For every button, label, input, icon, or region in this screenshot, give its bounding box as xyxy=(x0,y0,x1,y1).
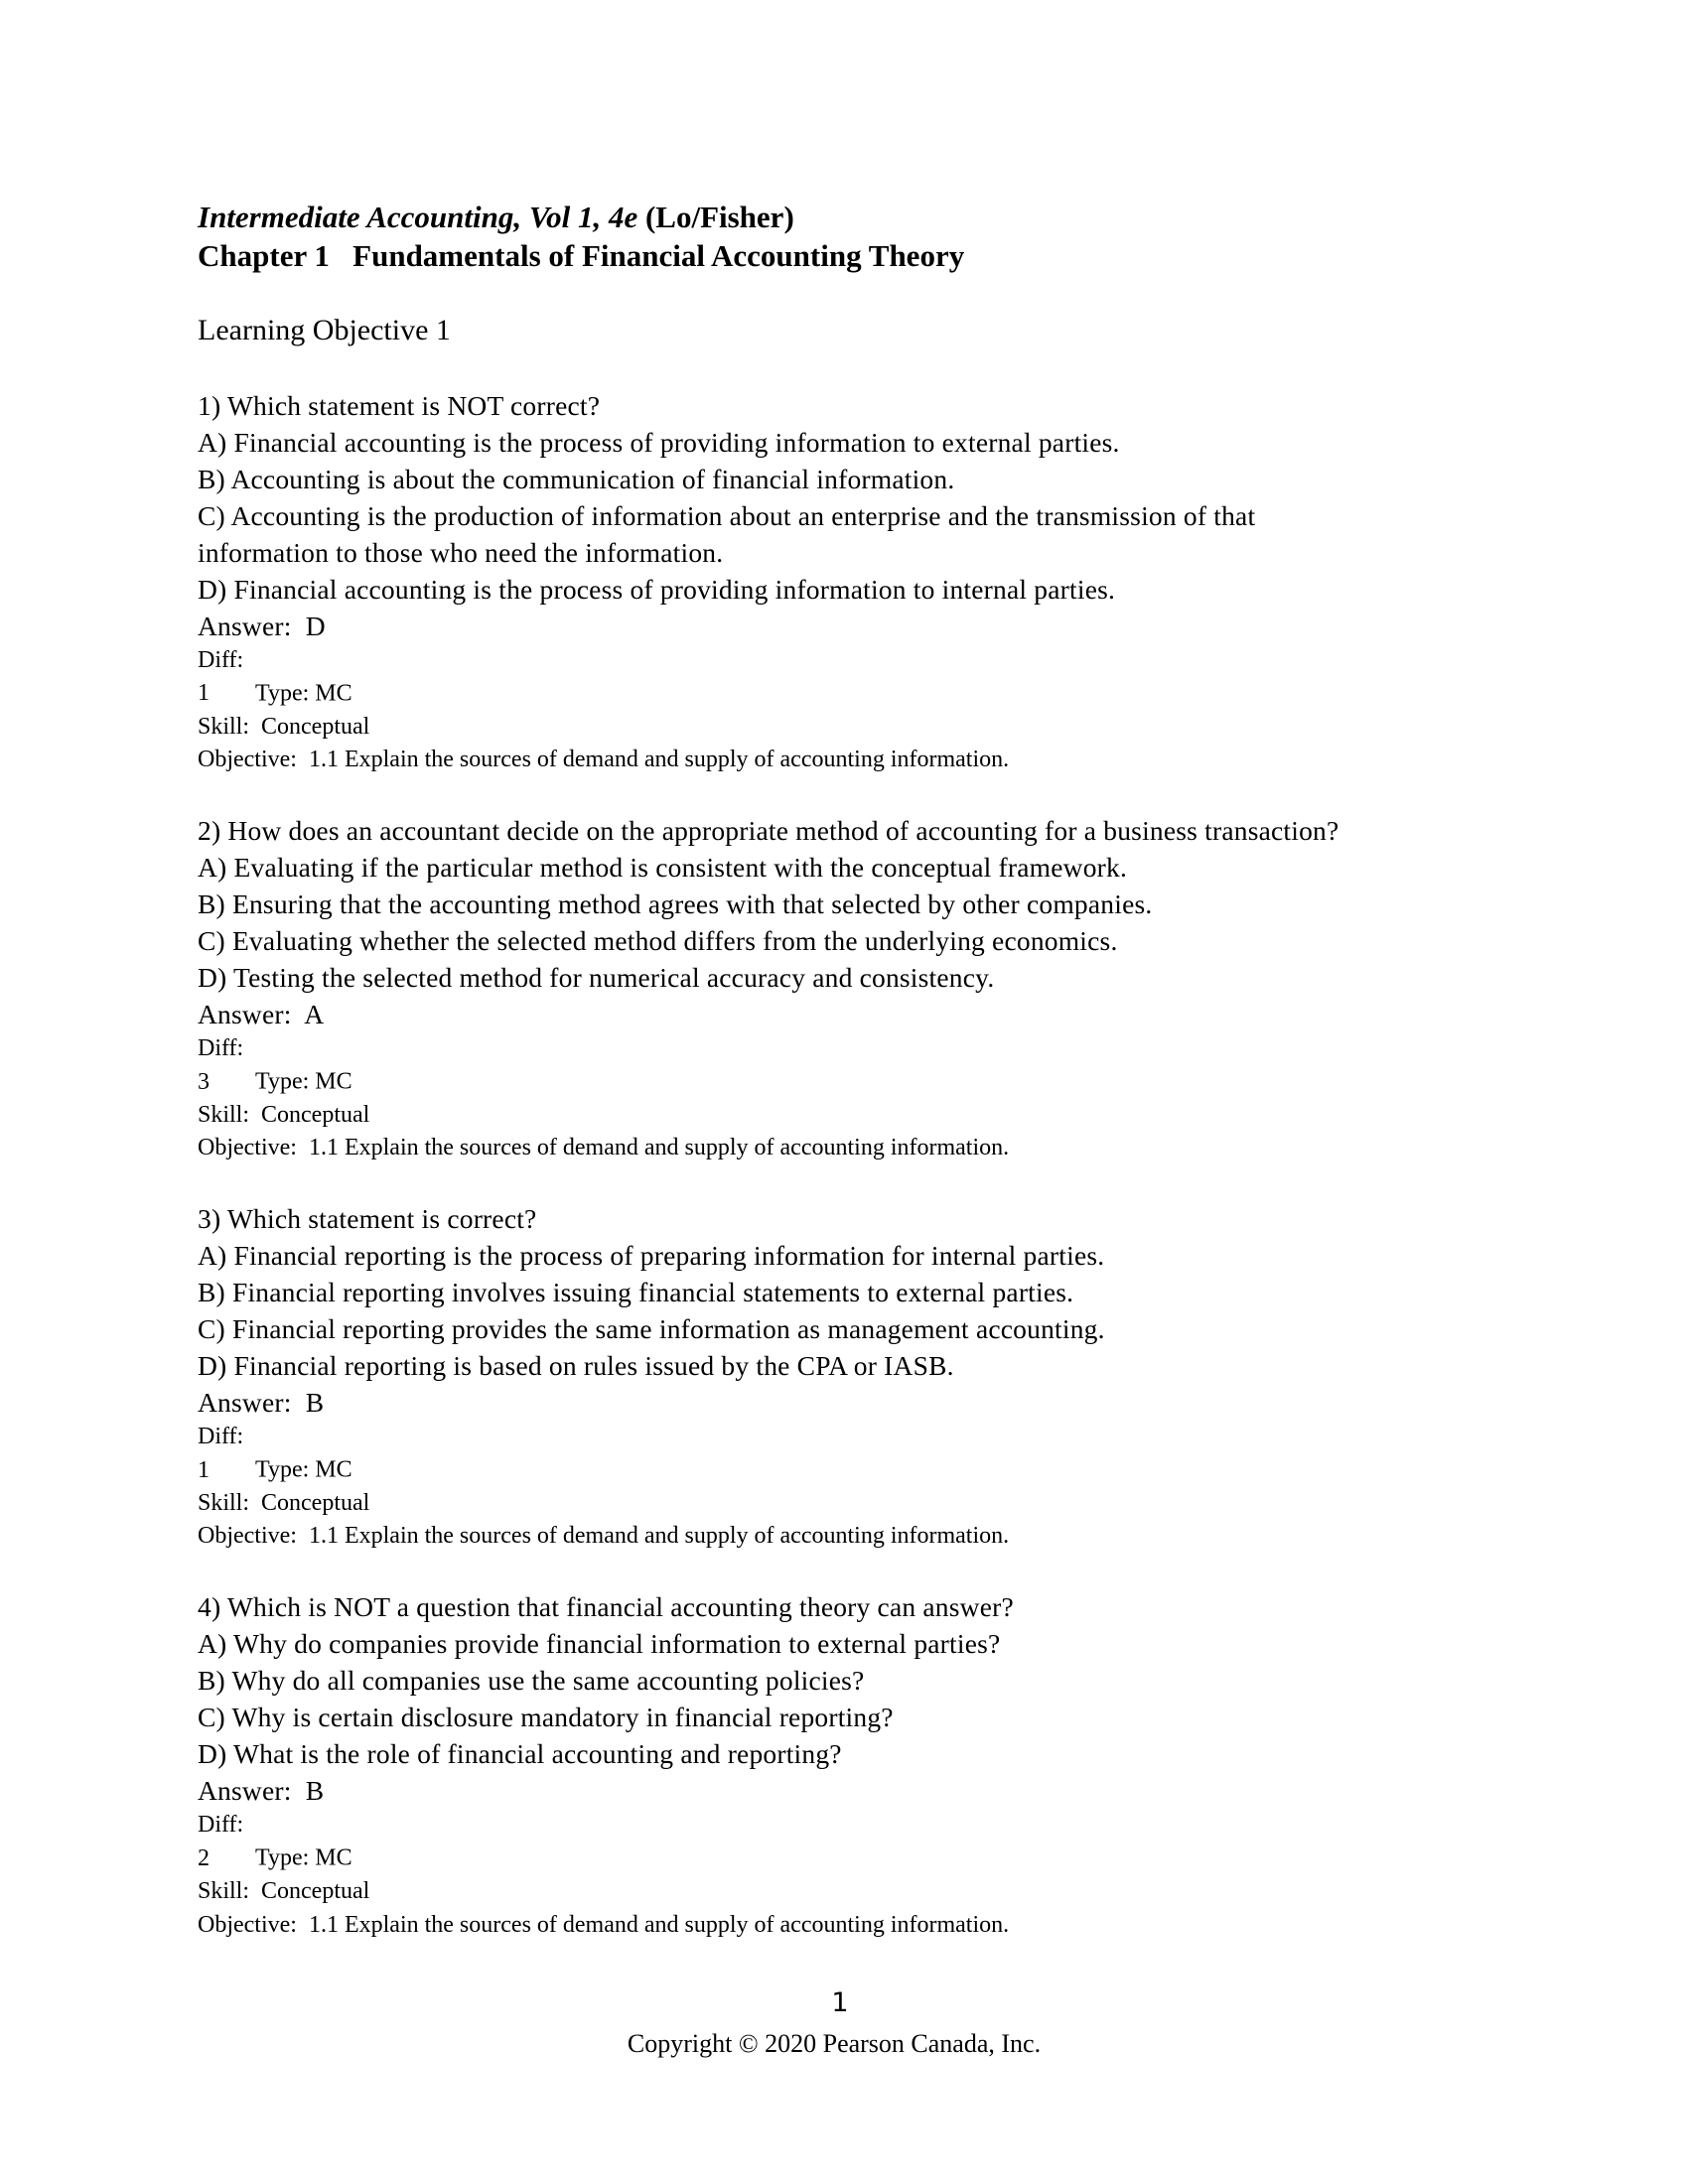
option-b: B) Financial reporting involves issuing financial statements to external parties. xyxy=(198,1277,1074,1308)
answer: Answer: D xyxy=(198,611,326,641)
type: Type: MC xyxy=(255,1456,352,1483)
skill: Skill: Conceptual xyxy=(198,1878,370,1905)
skill: Skill: Conceptual xyxy=(198,713,370,740)
answer: Answer: B xyxy=(198,1775,325,1807)
question-text: 4) Which is NOT a question that financial accounting theory can answer? xyxy=(198,1591,1014,1623)
option-d: D) Financial accounting is the process of providing information to internal parties. xyxy=(198,574,1116,605)
option-d: D) What is the role of financial accounting and reporting? xyxy=(198,1738,842,1770)
option-d: D) Financial reporting is based on rules issued by the CPA or IASB. xyxy=(198,1350,954,1382)
objective: Objective: 1.1 Explain the sources of demand and supply of accounting information. xyxy=(198,1135,1010,1161)
question-text: 3) Which statement is correct? xyxy=(198,1203,537,1235)
option-b: B) Accounting is about the communication of financial information. xyxy=(198,464,955,494)
difficulty: Diff: 1 xyxy=(198,647,244,707)
question-item xyxy=(198,812,1508,1165)
objective: Objective: 1.1 Explain the sources of demand and supply of accounting information. xyxy=(198,1911,1010,1938)
skill: Skill: Conceptual xyxy=(198,1101,370,1128)
difficulty: Diff: 2 xyxy=(198,1812,244,1871)
objective: Objective: 1.1 Explain the sources of demand and supply of accounting information. xyxy=(198,1523,1010,1550)
question-item xyxy=(198,387,1508,777)
difficulty-type xyxy=(198,1421,1508,1487)
objective: Objective: 1.1 Explain the sources of demand and supply of accounting information. xyxy=(198,747,1010,773)
book-authors: (Lo/Fisher) xyxy=(644,200,794,234)
option-c: C) Accounting is the production of information about an enterprise and the transmission of that information to those who need the information. xyxy=(198,500,1256,568)
difficulty-type xyxy=(198,1032,1508,1099)
skill: Skill: Conceptual xyxy=(198,1490,370,1517)
type: Type: MC xyxy=(255,1844,352,1871)
book-title: Intermediate Accounting, Vol 1, 4e xyxy=(198,200,638,234)
option-a: A) Financial accounting is the process of providing information to external parties. xyxy=(198,427,1120,458)
question-item xyxy=(198,1588,1508,1942)
option-b: B) Why do all companies use the same accounting policies? xyxy=(198,1665,865,1697)
option-a: A) Evaluating if the particular method is consistent with the conceptual framework. xyxy=(198,852,1128,884)
answer: Answer: B xyxy=(198,1387,325,1419)
difficulty-type xyxy=(198,644,1508,711)
type: Type: MC xyxy=(255,1068,352,1095)
difficulty-type xyxy=(198,1809,1508,1875)
copyright: Copyright © 2020 Pearson Canada, Inc. xyxy=(627,2029,1042,2058)
option-b: B) Ensuring that the accounting method agrees with that selected by other companies. xyxy=(198,888,1153,920)
difficulty: Diff: 3 xyxy=(198,1035,244,1095)
option-d: D) Testing the selected method for numerical accuracy and consistency. xyxy=(198,962,995,994)
difficulty: Diff: 1 xyxy=(198,1424,244,1483)
chapter-heading: Chapter 1 Fundamentals of Financial Accounting Theory xyxy=(198,238,965,273)
book-title-line xyxy=(198,198,1508,236)
question-list xyxy=(198,387,1508,1942)
option-a: A) Financial reporting is the process of preparing information for internal parties. xyxy=(198,1240,1105,1272)
question-item xyxy=(198,1200,1508,1554)
question-text: 1) Which statement is NOT correct? xyxy=(198,390,601,421)
option-c: C) Why is certain disclosure mandatory in financial reporting? xyxy=(198,1702,894,1733)
option-c: C) Financial reporting provides the same information as management accounting. xyxy=(198,1313,1105,1345)
page-number: 1 xyxy=(831,1987,849,2018)
section-heading: Learning Objective 1 xyxy=(198,314,451,346)
document-page xyxy=(198,198,1508,1978)
answer: Answer: A xyxy=(198,999,325,1030)
question-text: 2) How does an accountant decide on the appropriate method of accounting for a business transaction? xyxy=(198,815,1339,847)
option-c: C) Evaluating whether the selected method differs from the underlying economics. xyxy=(198,925,1118,957)
type: Type: MC xyxy=(255,680,352,707)
option-a: A) Why do companies provide financial information to external parties? xyxy=(198,1628,1001,1660)
